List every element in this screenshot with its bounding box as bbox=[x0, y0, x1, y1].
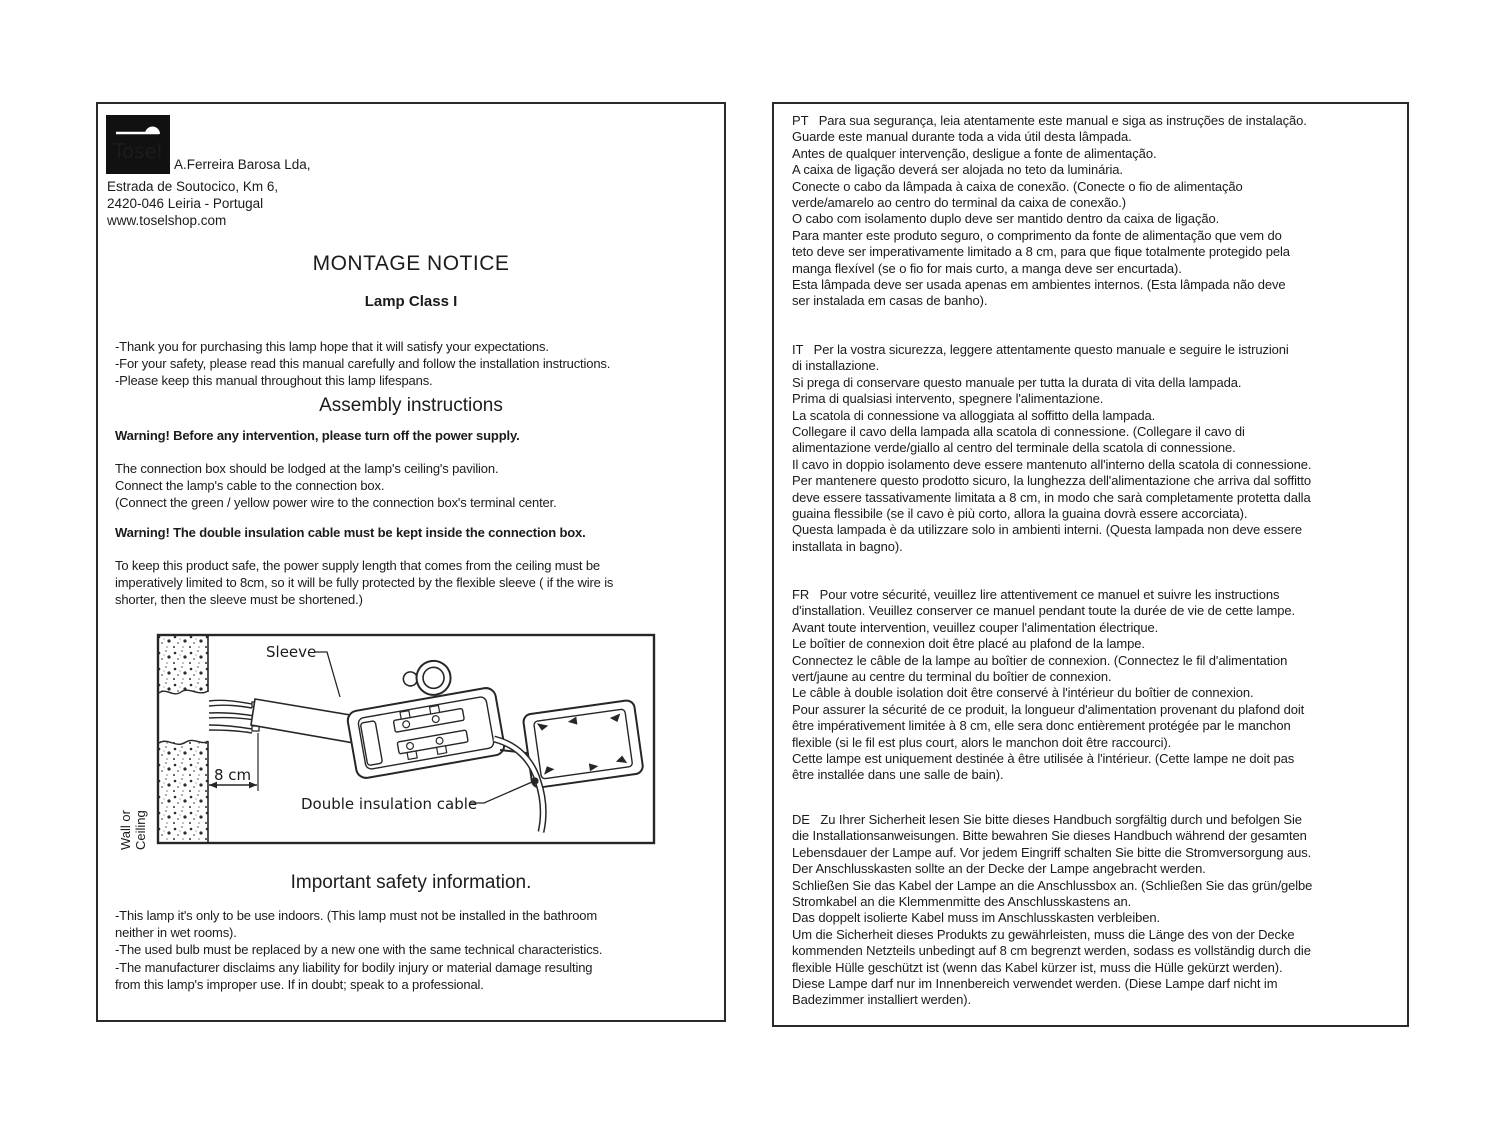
text-line: Das doppelt isolierte Kabel muss im Anschlusskasten verbleiben. bbox=[792, 910, 1161, 926]
warning-insulation-cable: Warning! The double insulation cable must be kept inside the connection box. bbox=[115, 525, 586, 540]
text-line: installata in bagno). bbox=[792, 538, 903, 554]
text-line: from this lamp's improper use. If in doubt; speak to a professional. bbox=[115, 976, 484, 992]
text-line: être installée dans une salle de bain). bbox=[792, 767, 1004, 783]
text-line: Esta lâmpada deve ser usada apenas em ambientes internos. (Esta lâmpada não deve bbox=[792, 277, 1286, 293]
text-line: Para manter este produto seguro, o comprimento da fonte de alimentação que vem do bbox=[792, 227, 1282, 243]
text-line: Il cavo in doppio isolamento deve essere mantenuto all'interno della scatola di connessione. bbox=[792, 456, 1312, 472]
tosel-logo-icon bbox=[106, 115, 170, 174]
sleeve-label: Sleeve bbox=[266, 643, 317, 661]
sleeve-paragraph bbox=[115, 557, 613, 609]
text-line: Collegare il cavo della lampada alla scatola di connessione. (Collegare il cavo di bbox=[792, 424, 1245, 440]
text-line: Pour assurer la sécurité de ce produit, la longueur d'alimentation provenant du plafond doit bbox=[792, 701, 1305, 717]
text-line: neither in wet rooms). bbox=[115, 925, 237, 941]
text-line: DE Zu Ihrer Sicherheit lesen Sie bitte dieses Handbuch sorgfältig durch und befolgen Sie bbox=[792, 812, 1302, 827]
text-line: Wall or bbox=[118, 810, 133, 850]
text-line: Lebensdauer der Lampe auf. Vor jedem Eingriff schalten Sie bitte die Stromversorgung aus. bbox=[792, 844, 1312, 860]
text-line: PT Para sua segurança, leia atentamente este manual e siga as instruções de instalação. bbox=[792, 113, 1307, 128]
assembly-heading: Assembly instructions bbox=[319, 395, 503, 416]
installation-diagram bbox=[156, 633, 656, 845]
safety-heading: Important safety information. bbox=[290, 872, 532, 893]
text-line: vert/jaune au centre du terminal du boîtier de connexion. bbox=[792, 669, 1112, 685]
section-fr bbox=[792, 587, 1304, 784]
text-line: Connect the lamp's cable to the connection box. bbox=[115, 478, 385, 494]
text-line: Le câble à double isolation doit être conservé à l'intérieur du boîtier de connexion. bbox=[792, 685, 1254, 701]
text-line: Stromkabel an die Klemmenmitte des Anschlusskastens an. bbox=[792, 894, 1132, 910]
text-line: manga flexível (se o fio for mais curto, a manga deve ser encurtada). bbox=[792, 260, 1182, 276]
dimension-8cm bbox=[209, 733, 258, 791]
text-line: Avant toute intervention, veuillez couper l'alimentation électrique. bbox=[792, 619, 1159, 635]
text-line: shorter, then the sleeve must be shortened.) bbox=[115, 592, 363, 608]
text-line: -For your safety, please read this manual carefully and follow the installation instructions. bbox=[115, 356, 611, 372]
text-line: Der Anschlusskasten sollte an der Decke der Lampe angebracht werden. bbox=[792, 861, 1206, 877]
wall-section bbox=[159, 636, 208, 842]
text-line: Questa lampada è da utilizzare solo in ambienti interni. (Questa lampada non deve essere bbox=[792, 522, 1303, 538]
text-line: Guarde este manual durante toda a vida útil desta lâmpada. bbox=[792, 129, 1132, 145]
text-line: Connectez le câble de la lampe au boîtier de connexion. (Connectez le fil d'alimentation bbox=[792, 652, 1288, 668]
text-line: To keep this product safe, the power supply length that comes from the ceiling must be bbox=[115, 558, 600, 573]
text-line: ser instalada em casas de banho). bbox=[792, 293, 988, 309]
text-line: être impérativement limitée à 8 cm, elle sera donc entièrement protégée par le manchon bbox=[792, 718, 1291, 734]
text-line: O cabo com isolamento duplo deve ser mantido dentro da caixa de ligação. bbox=[792, 211, 1220, 227]
text-line: kommenden Netzteils unbedingt auf 8 cm begrenzt werden, sodass es vollständig durch die bbox=[792, 943, 1311, 959]
text-line: Diese Lampe darf nur im Innenbereich verwendet werden. (Diese Lampe darf nicht im bbox=[792, 976, 1278, 992]
text-line: FR Pour votre sécurité, veuillez lire attentivement ce manuel et suivre les instructions bbox=[792, 587, 1280, 602]
text-line: A caixa de ligação deverá ser alojada no teto da luminária. bbox=[792, 162, 1123, 178]
text-line: The connection box should be lodged at the lamp's ceiling's pavilion. bbox=[115, 461, 499, 476]
text-line: -This lamp it's only to be use indoors. (This lamp must not be installed in the bathroom bbox=[115, 908, 598, 923]
text-line: guaina flessibile (se il cavo è più corto, allora la guaina dovrà essere accorciata). bbox=[792, 506, 1248, 522]
text-line: www.toselshop.com bbox=[107, 213, 227, 228]
company-address bbox=[107, 178, 278, 229]
text-line: Ceiling bbox=[133, 810, 148, 850]
text-line: Si prega di conservare questo manuale per tutta la durata di vita della lampada. bbox=[792, 374, 1242, 390]
text-line: flexible (si le fil est plus court, alors le manchon doit être raccourci). bbox=[792, 734, 1172, 750]
manual-page-translations bbox=[772, 102, 1409, 1027]
page-title: MONTAGE NOTICE bbox=[312, 252, 510, 275]
tosel-logo bbox=[106, 115, 170, 174]
text-line: Schließen Sie das Kabel der Lampe an die Anschlussbox an. (Schließen Sie das grün/gelbe bbox=[792, 877, 1313, 893]
text-line: Cette lampe est uniquement destinée à être utilisée à l'intérieur. (Cette lampe ne doit pas bbox=[792, 751, 1295, 767]
text-line: (Connect the green / yellow power wire to the connection box's terminal center. bbox=[115, 495, 557, 511]
text-line: Prima di qualsiasi intervento, spegnere l'alimentazione. bbox=[792, 391, 1104, 407]
safety-paragraph bbox=[115, 907, 602, 993]
company-name: A.Ferreira Barosa Lda, bbox=[174, 157, 311, 172]
wall-ceiling-label bbox=[118, 780, 150, 850]
text-line: Le boîtier de connexion doit être placé au plafond de la lampe. bbox=[792, 636, 1145, 652]
text-line: di installazione. bbox=[792, 358, 880, 374]
text-line: teto deve ser imperativamente limitado a 8 cm, para que fique totalmente protegido pela bbox=[792, 244, 1290, 260]
text-line: -Please keep this manual throughout this lamp lifespans. bbox=[115, 373, 433, 389]
text-line: flexible Hülle geschützt ist (wenn das Kabel kürzer ist, muss die Hülle gekürzt werden). bbox=[792, 959, 1283, 975]
page-subtitle: Lamp Class I bbox=[364, 293, 458, 310]
text-line: 2420-046 Leiria - Portugal bbox=[107, 196, 264, 211]
text-line: die Installationsanweisungen. Bitte bewahren Sie dieses Handbuch während der gesamten bbox=[792, 828, 1307, 844]
text-line: Conecte o cabo da lâmpada à caixa de conexão. (Conecte o fio de alimentação bbox=[792, 178, 1243, 194]
text-line: Badezimmer installiert werden). bbox=[792, 992, 971, 1008]
text-line: -The manufacturer disclaims any liability for bodily injury or material damage resulting bbox=[115, 959, 593, 975]
text-line: imperatively limited to 8cm, so it will be fully protected by the flexible sleeve ( if the wire is bbox=[115, 575, 614, 591]
text-line: La scatola di connessione va alloggiata al soffitto della lampada. bbox=[792, 407, 1156, 423]
text-line: Antes de qualquer intervenção, desligue a fonte de alimentação. bbox=[792, 145, 1157, 161]
connection-paragraph bbox=[115, 460, 557, 512]
text-line: Per mantenere questo prodotto sicuro, la lunghezza dell'alimentazione che arriva dal soffitto bbox=[792, 473, 1312, 489]
text-line: verde/amarelo ao centro do terminal da caixa de conexão.) bbox=[792, 195, 1126, 211]
manual-page-english bbox=[96, 102, 726, 1022]
text-line: IT Per la vostra sicurezza, leggere attentamente questo manuale e seguire le istruzioni bbox=[792, 342, 1289, 357]
section-pt bbox=[792, 113, 1307, 310]
section-it bbox=[792, 342, 1311, 555]
text-line: Estrada de Soutocico, Km 6, bbox=[107, 179, 279, 194]
text-line: alimentazione verde/giallo al centro del terminale della scatola di connessione. bbox=[792, 440, 1236, 456]
cover-box bbox=[523, 700, 644, 789]
text-line: deve essere tassativamente limitata a 8 cm, in modo che sarà completamente protetta dalla bbox=[792, 489, 1311, 505]
intro-paragraph bbox=[115, 338, 610, 390]
section-de bbox=[792, 812, 1312, 1009]
text-line: -Thank you for purchasing this lamp hope that it will satisfy your expectations. bbox=[115, 339, 549, 354]
dimension-label: 8 cm bbox=[214, 766, 252, 784]
warning-power-supply: Warning! Before any intervention, please turn off the power supply. bbox=[115, 428, 520, 443]
text-line: d'installation. Veuillez conserver ce manuel pendant toute la durée de vie de cette lampe. bbox=[792, 603, 1295, 619]
svg-text:Tosel: Tosel bbox=[113, 139, 163, 163]
text-line: Um die Sicherheit dieses Produkts zu gewährleisten, muss die Länge des von der Decke bbox=[792, 926, 1295, 942]
connection-box bbox=[340, 651, 506, 779]
text-line: -The used bulb must be replaced by a new one with the same technical characteristics. bbox=[115, 942, 603, 958]
cable-label: Double insulation cable bbox=[301, 795, 478, 813]
